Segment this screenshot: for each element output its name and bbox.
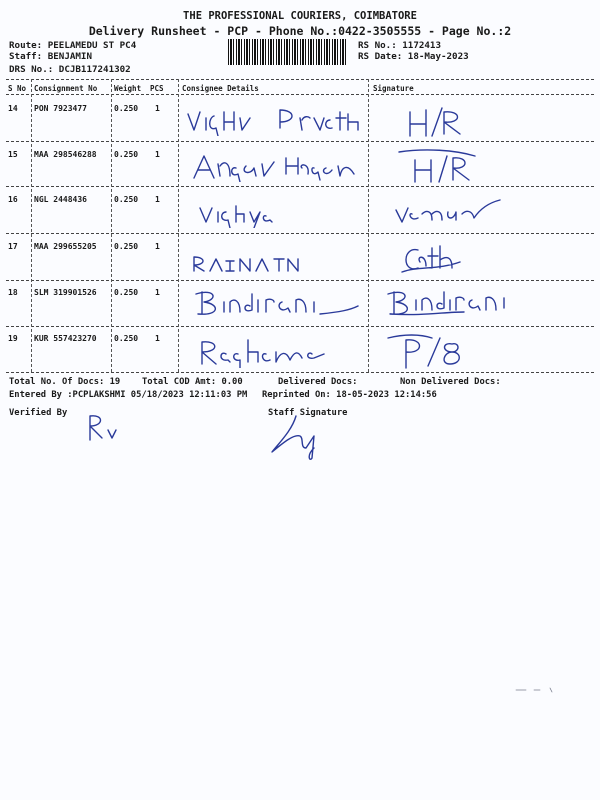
table-bottom-rule — [6, 372, 594, 373]
entered-by: Entered By :PCPLAKSHMI 05/18/2023 12:11:03 PM — [9, 390, 248, 400]
row-pcs: 1 — [155, 242, 160, 251]
row-pcs: 1 — [155, 150, 160, 159]
column-divider — [111, 79, 112, 372]
row-weight: 0.250 — [114, 195, 139, 204]
col-header-pcs: PCS — [150, 84, 164, 93]
row-consignment: NGL 2448436 — [34, 195, 87, 204]
row-rule — [6, 233, 594, 234]
col-header-consignment: Consignment No — [34, 84, 98, 93]
col-header-consignee: Consignee Details — [182, 84, 259, 93]
row-pcs: 1 — [155, 334, 160, 343]
consignee-signature — [184, 106, 364, 136]
row-weight: 0.250 — [114, 150, 139, 159]
row-weight: 0.250 — [114, 288, 139, 297]
column-divider — [31, 79, 32, 372]
row-consignment: MAA 299655205 — [34, 242, 97, 251]
delivery-signature — [398, 242, 468, 276]
rs-date: RS Date: 18-May-2023 — [358, 51, 469, 62]
row-sno: 14 — [8, 104, 18, 113]
col-header-weight: Weight — [114, 84, 142, 93]
row-pcs: 1 — [155, 104, 160, 113]
rs-number: RS No.: 1172413 — [358, 40, 441, 51]
staff: Staff: BENJAMIN — [9, 51, 92, 62]
row-consignment: KUR 557423270 — [34, 334, 97, 343]
route: Route: PEELAMEDU ST PC4 — [9, 40, 137, 51]
table-top-rule — [6, 79, 594, 80]
row-sno: 18 — [8, 288, 18, 297]
row-sno: 15 — [8, 150, 18, 159]
row-rule — [6, 326, 594, 327]
row-consignment: MAA 298546288 — [34, 150, 97, 159]
row-sno: 19 — [8, 334, 18, 343]
stray-mark — [512, 682, 562, 698]
column-divider — [178, 79, 179, 372]
row-weight: 0.250 — [114, 104, 139, 113]
row-consignment: SLM 319901526 — [34, 288, 97, 297]
reprinted-on: Reprinted On: 18-05-2023 12:14:56 — [262, 390, 437, 400]
row-weight: 0.250 — [114, 334, 139, 343]
non-delivered-docs: Non Delivered Docs: — [400, 377, 501, 387]
delivered-docs: Delivered Docs: — [278, 377, 358, 387]
total-cod: Total COD Amt: 0.00 — [142, 377, 243, 387]
total-docs: Total No. Of Docs: 19 — [9, 377, 121, 387]
delivery-signature — [395, 146, 505, 186]
row-sno: 17 — [8, 242, 18, 251]
table-header-rule — [6, 94, 594, 95]
barcode — [228, 39, 346, 65]
staff-signature-mark — [266, 412, 336, 460]
consignee-signature — [196, 202, 286, 228]
column-divider — [368, 79, 369, 372]
consignee-signature — [190, 286, 360, 320]
delivery-signature — [384, 330, 474, 370]
row-rule — [6, 280, 594, 281]
row-weight: 0.250 — [114, 242, 139, 251]
row-pcs: 1 — [155, 288, 160, 297]
col-header-signature: Signature — [373, 84, 414, 93]
delivery-signature — [392, 196, 502, 228]
row-rule — [6, 186, 594, 187]
row-sno: 16 — [8, 195, 18, 204]
delivery-signature — [392, 104, 472, 140]
consignee-signature — [190, 253, 310, 275]
runsheet-title: Delivery Runsheet - PCP - Phone No.:0422-3505555 - Page No.:2 — [88, 24, 512, 38]
consignee-signature — [190, 152, 370, 182]
company-title: THE PROFESSIONAL COURIERS, COIMBATORE — [183, 10, 417, 22]
drs-number: DRS No.: DCJB117241302 — [9, 64, 131, 75]
row-rule — [6, 141, 594, 142]
row-consignment: PON 7923477 — [34, 104, 87, 113]
row-pcs: 1 — [155, 195, 160, 204]
consignee-signature — [194, 336, 334, 368]
col-header-sno: S No — [8, 84, 27, 93]
delivery-signature — [384, 286, 514, 320]
verified-by-signature — [82, 412, 122, 442]
verified-by-label: Verified By — [9, 408, 68, 418]
staff-signature-label: Staff Signature — [268, 408, 348, 418]
